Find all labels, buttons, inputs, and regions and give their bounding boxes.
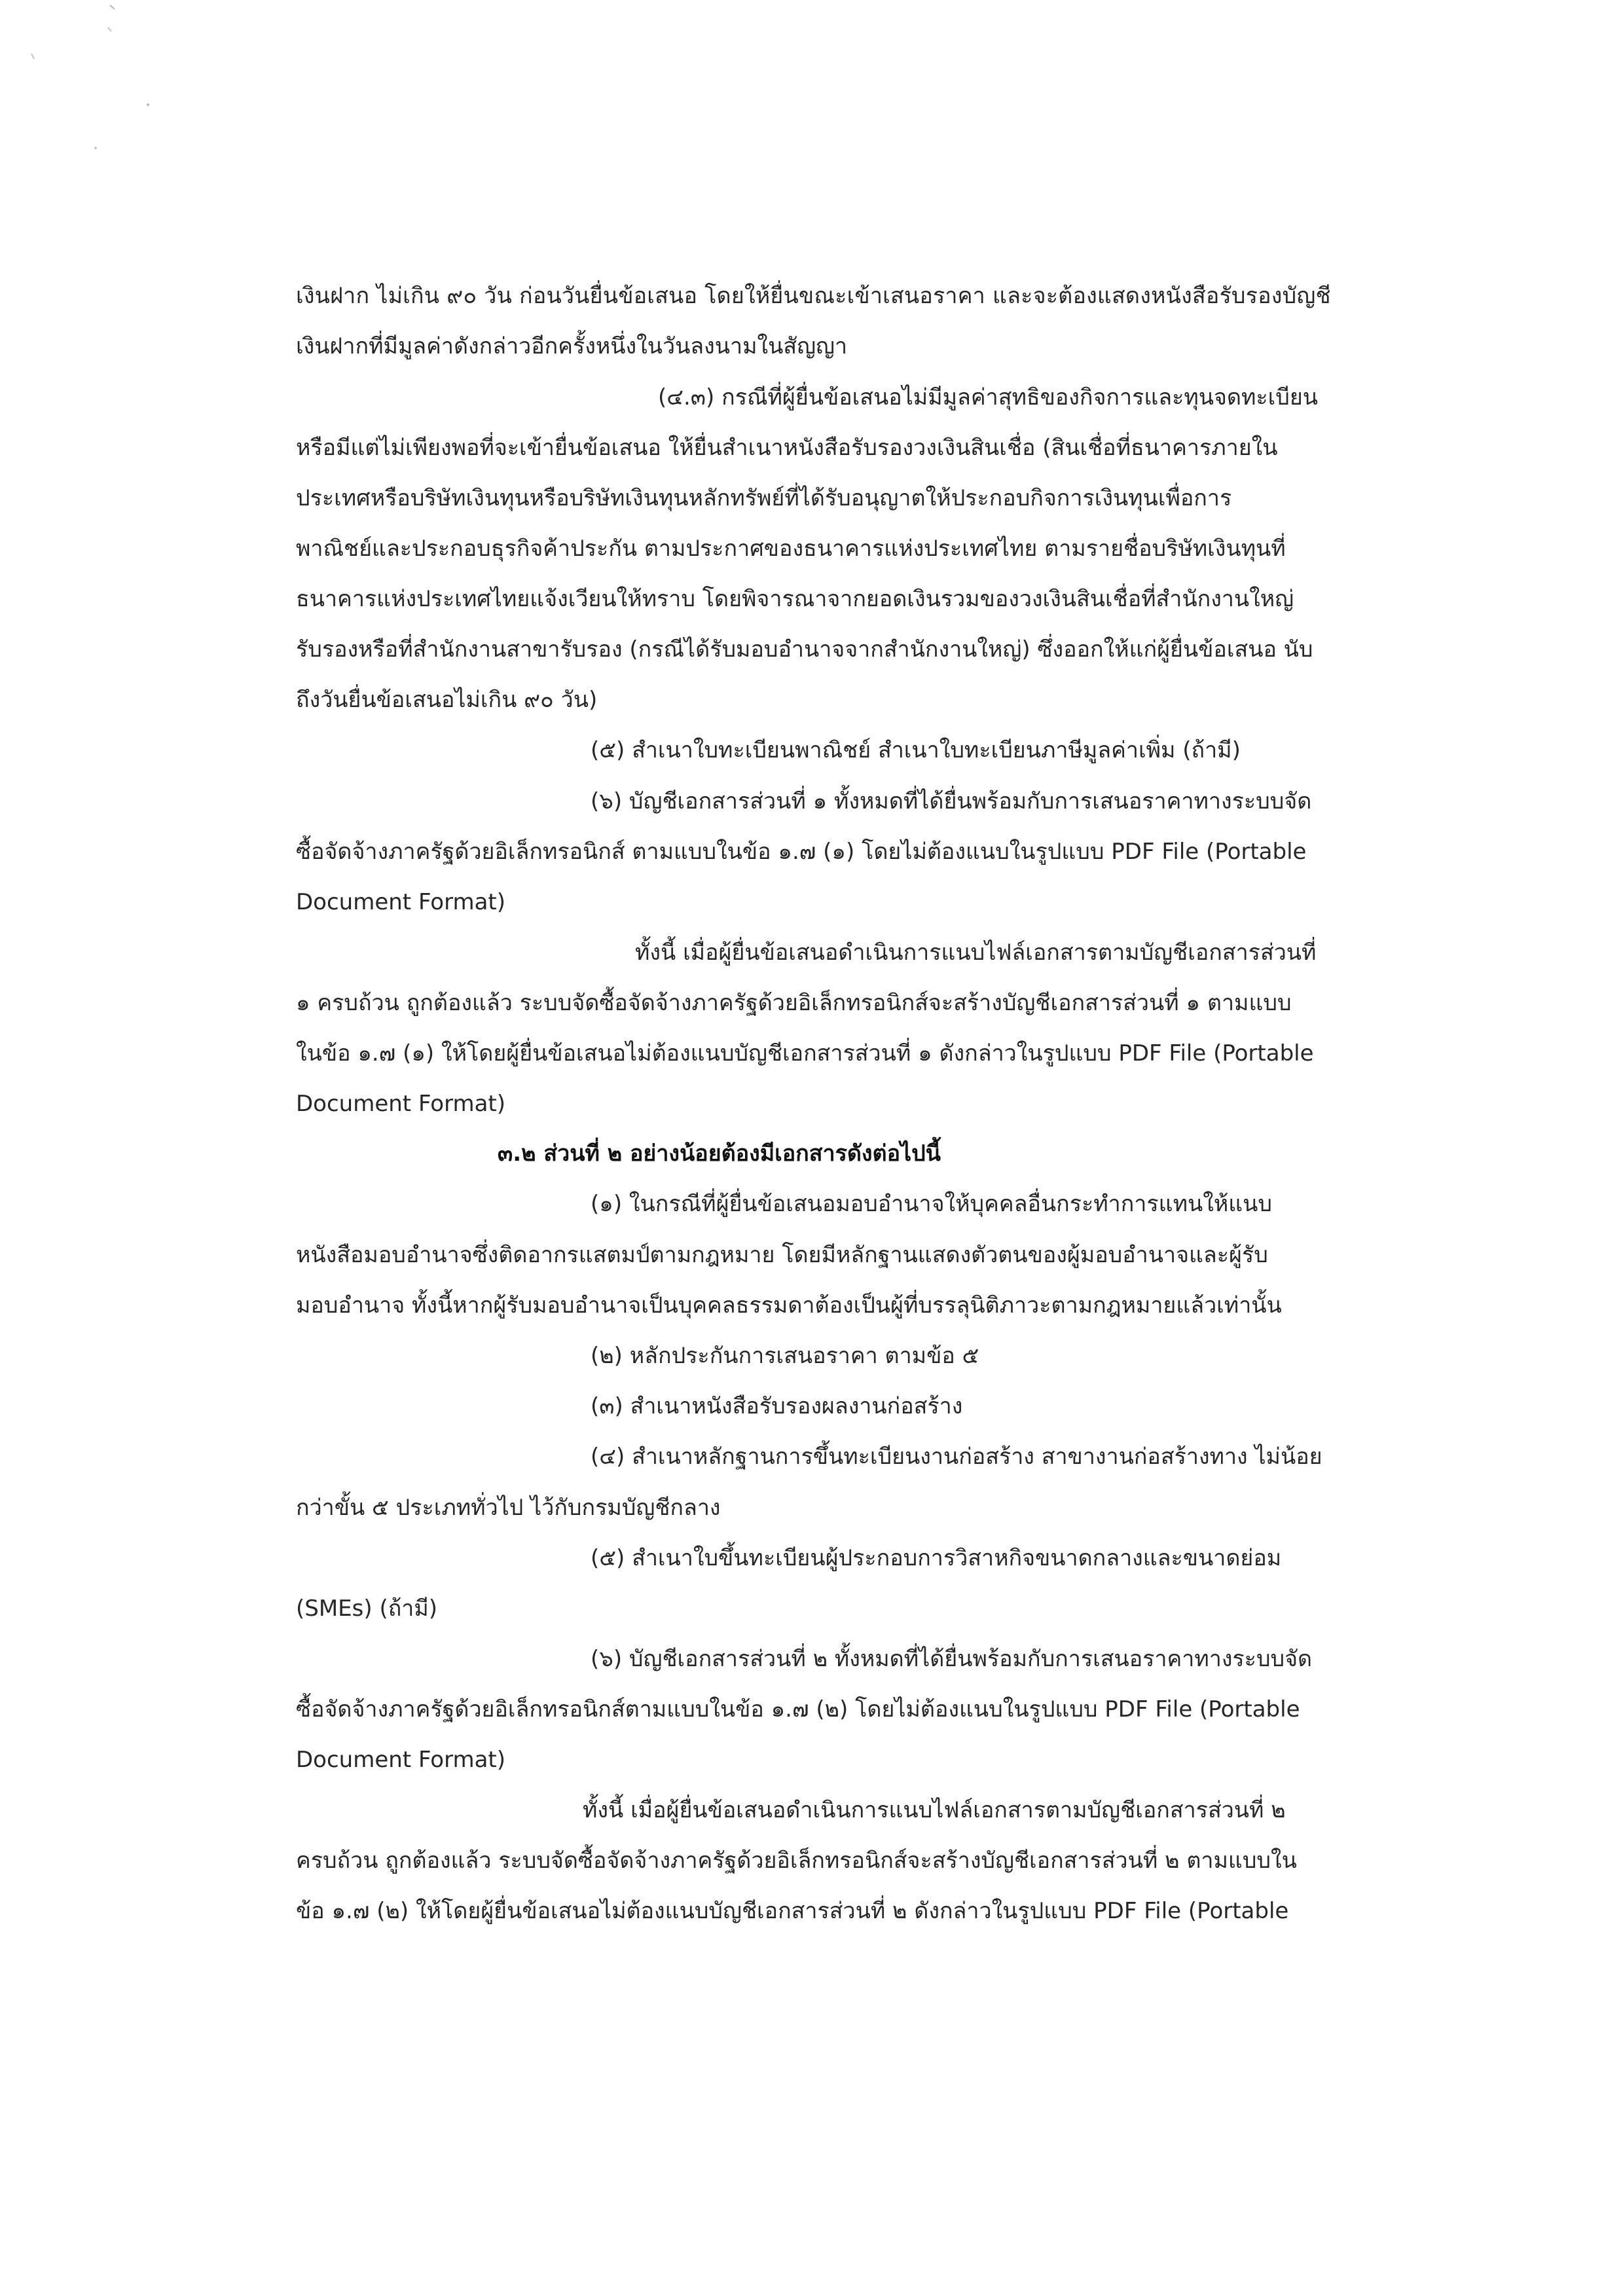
text-line-30: Document Format) (296, 1747, 506, 1773)
text-line-31: ทั้งนี้ เมื่อผู้ยื่นข้อเสนอดำเนินการแนบไฟล์เอกสารตามบัญชีเอกสารส่วนที่ ๒ (583, 1797, 1286, 1823)
text-line-12: ซื้อจัดจ้างภาครัฐด้วยอิเล็กทรอนิกส์ ตามแบบในข้อ ๑.๗ (๑) โดยไม่ต้องแนบในรูปแบบ PDF File (Portable (296, 839, 1307, 865)
text-line-15: ๑ ครบถ้วน ถูกต้องแล้ว ระบบจัดซื้อจัดจ้างภาครัฐด้วยอิเล็กทรอนิกส์จะสร้างบัญชีเอกสารส่วนที่ ๑ ตามแบบ (296, 990, 1292, 1016)
text-line-4: หรือมีแต่ไม่เพียงพอที่จะเข้ายื่นข้อเสนอ ให้ยื่นสำเนาหนังสือรับรองวงเงินสินเชื่อ (สินเชื่อที่ธนาคารภายใน (296, 435, 1278, 461)
section-heading-3-2: ๓.๒ ส่วนที่ ๒ อย่างน้อยต้องมีเอกสารดังต่อไปนี้ (498, 1140, 941, 1167)
text-line-22: (๒) หลักประกันการเสนอราคา ตามข้อ ๕ (591, 1343, 979, 1369)
text-line-17: Document Format) (296, 1091, 506, 1117)
text-line-24: (๔) สำเนาหลักฐานการขึ้นทะเบียนงานก่อสร้าง สาขางานก่อสร้างทาง ไม่น้อย (591, 1444, 1322, 1470)
text-line-25: กว่าขั้น ๕ ประเภททั่วไป ไว้กับกรมบัญชีกลาง (296, 1495, 721, 1521)
text-line-29: ซื้อจัดจ้างภาครัฐด้วยอิเล็กทรอนิกส์ตามแบบในข้อ ๑.๗ (๒) โดยไม่ต้องแนบในรูปแบบ PDF File (Portable (296, 1696, 1300, 1722)
text-line-28: (๖) บัญชีเอกสารส่วนที่ ๒ ทั้งหมดที่ได้ยื่นพร้อมกับการเสนอราคาทางระบบจัด (591, 1646, 1313, 1672)
text-line-23: (๓) สำเนาหนังสือรับรองผลงานก่อสร้าง (591, 1393, 963, 1419)
text-line-8: รับรองหรือที่สำนักงานสาขารับรอง (กรณีได้รับมอบอำนาจจากสำนักงานใหญ่) ซึ่งออกให้แก่ผู้ยื่นข้อเสนอ นับ (296, 636, 1313, 663)
text-line-33: ข้อ ๑.๗ (๒) ให้โดยผู้ยื่นข้อเสนอไม่ต้องแนบบัญชีเอกสารส่วนที่ ๒ ดังกล่าวในรูปแบบ PDF File (Portable (296, 1898, 1289, 1924)
text-line-32: ครบถ้วน ถูกต้องแล้ว ระบบจัดซื้อจัดจ้างภาครัฐด้วยอิเล็กทรอนิกส์จะสร้างบัญชีเอกสารส่วนที่ ๒ ตามแบบใน (296, 1848, 1297, 1874)
text-line-10: (๕) สำเนาใบทะเบียนพาณิชย์ สำเนาใบทะเบียนภาษีมูลค่าเพิ่ม (ถ้ามี) (591, 737, 1241, 763)
text-line-20: หนังสือมอบอำนาจซึ่งติดอากรแสตมป์ตามกฎหมาย โดยมีหลักฐานแสดงตัวตนของผู้มอบอำนาจและผู้รับ (296, 1242, 1268, 1268)
text-line-14: ทั้งนี้ เมื่อผู้ยื่นข้อเสนอดำเนินการแนบไฟล์เอกสารตามบัญชีเอกสารส่วนที่ (635, 939, 1317, 966)
text-line-21: มอบอำนาจ ทั้งนี้หากผู้รับมอบอำนาจเป็นบุคคลธรรมดาต้องเป็นผู้ที่บรรลุนิติภาวะตามกฎหมายแล้วเท่านั้น (296, 1292, 1282, 1319)
text-line-7: ธนาคารแห่งประเทศไทยแจ้งเวียนให้ทราบ โดยพิจารณาจากยอดเงินรวมของวงเงินสินเชื่อที่สำนักงานใหญ่ (296, 586, 1294, 612)
text-line-6: พาณิชย์และประกอบธุรกิจค้าประกัน ตามประกาศของธนาคารแห่งประเทศไทย ตามรายชื่อบริษัทเงินทุนที่ (296, 536, 1286, 562)
text-line-13: Document Format) (296, 889, 506, 915)
text-line-2: เงินฝากที่มีมูลค่าดังกล่าวอีกครั้งหนึ่งในวันลงนามในสัญญา (296, 333, 848, 359)
text-line-26: (๕) สำเนาใบขึ้นทะเบียนผู้ประกอบการวิสาหกิจขนาดกลางและขนาดย่อม (591, 1545, 1282, 1571)
text-line-5: ประเทศหรือบริษัทเงินทุนหรือบริษัทเงินทุนหลักทรัพย์ที่ได้รับอนุญาตให้ประกอบกิจการเงินทุนเพื่อการ (296, 485, 1232, 511)
text-line-3: (๔.๓) กรณีที่ผู้ยื่นข้อเสนอไม่มีมูลค่าสุทธิของกิจการและทุนจดทะเบียน (658, 384, 1319, 410)
text-line-11: (๖) บัญชีเอกสารส่วนที่ ๑ ทั้งหมดที่ได้ยื่นพร้อมกับการเสนอราคาทางระบบจัด (591, 788, 1312, 814)
text-line-9: ถึงวันยื่นข้อเสนอไม่เกิน ๙๐ วัน) (296, 687, 598, 713)
text-line-1: เงินฝาก ไม่เกิน ๙๐ วัน ก่อนวันยื่นข้อเสนอ โดยให้ยื่นขณะเข้าเสนอราคา และจะต้องแสดงหนังสือรับรองบัญชี (296, 283, 1331, 309)
text-line-19: (๑) ในกรณีที่ผู้ยื่นข้อเสนอมอบอำนาจให้บุคคลอื่นกระทำการแทนให้แนบ (591, 1191, 1272, 1217)
text-line-16: ในข้อ ๑.๗ (๑) ให้โดยผู้ยื่นข้อเสนอไม่ต้องแนบบัญชีเอกสารส่วนที่ ๑ ดังกล่าวในรูปแบบ PDF File (Portable (296, 1040, 1314, 1066)
scan-specks (0, 0, 196, 262)
text-line-27: (SMEs) (ถ้ามี) (296, 1595, 438, 1622)
